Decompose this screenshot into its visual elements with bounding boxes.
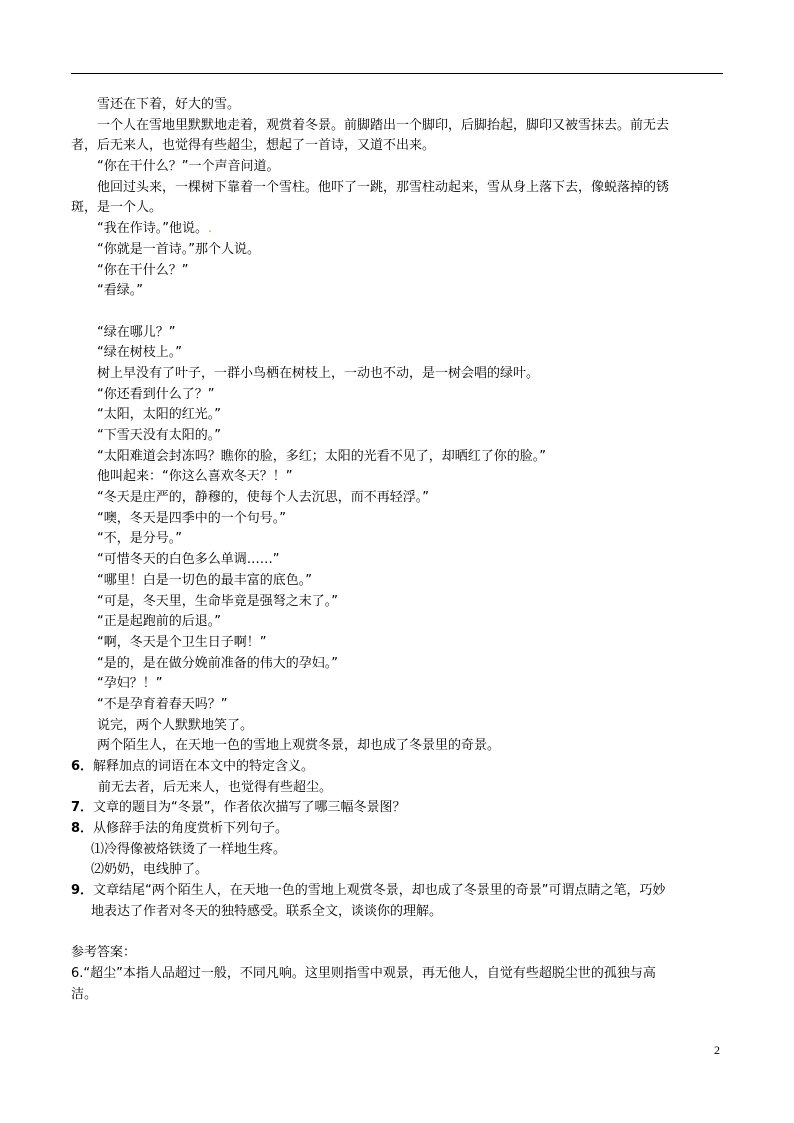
paragraph-line: “下雪天没有太阳的。” [97,428,221,443]
answer-6-line-1: 6.“超尘”本指人品超过一般，不同凡响。这里则指雪中观景，再无他人，自觉有些超脱尘世的孤独与高 [71,965,656,981]
answer-6-line-2: 洁。 [71,986,98,1002]
paragraph-line: 树上早没有了叶子，一群小鸟栖在树枝上，一动也不动，是一树会唱的绿叶。 [97,365,540,381]
paragraph-line: 两个陌生人，在天地一色的雪地上观赏冬景，却也成了冬景里的奇景。 [97,738,501,754]
paragraph-line: “孕妇？！” [97,676,163,692]
paragraph-line: 一个人在雪地里默默地走着，观赏着冬景。前脚踏出一个脚印，后脚抬起，脚印又被雪抹去。前无去 [97,117,670,133]
paragraph-line: “正是起跑前的后退。” [97,614,221,630]
paragraph-line: “绿在树枝上。” [97,345,182,361]
question-text: 解释加点的词语在本文中的特定含义。 [93,759,315,774]
question-7 [71,798,723,819]
header-rule [71,73,723,74]
paragraph-line: “绿在哪儿？” [97,324,176,340]
question-text: 文章结尾“两个陌生人，在天地一色的雪地上观赏冬景，却也成了冬景里的奇景”可谓点睛之笔，巧妙 [93,883,666,899]
paragraph-line: “太阳难道会封冻吗？瞧你的脸，多红；太阳的光看不见了，却晒红了你的脸。” [97,448,546,464]
question-8-item-1: ⑴冷得像被烙铁烫了一样地生疼。 [91,841,287,857]
passage-body [71,95,723,1005]
paragraph-line: “冬天是庄严的，静穆的，使每个人去沉思，而不再轻浮。” [97,490,429,506]
paragraph-line: “可是，冬天里，生命毕竟是强弩之末了。” [97,593,338,609]
paragraph-line: “噢，冬天是四季中的一个句号。” [97,510,286,526]
paragraph-text: “我在作诗。”他说。 [97,221,208,237]
paragraph-line: “太阳，太阳的红光。” [97,407,221,423]
question-6 [71,757,723,778]
question-number: 7． [71,800,94,816]
paragraph-line: “你在干什么？”一个声音问道。 [97,159,280,175]
question-number: 9． [71,883,94,899]
blank-line [71,923,723,944]
question-number: 6． [71,759,94,774]
paragraph-line: “你还看到什么了？” [97,386,215,402]
paragraph-line: “不是孕育着春天吗？” [97,696,228,712]
paragraph-line: 雪还在下着，好大的雪。 [97,97,241,112]
question-8-item-2: ⑵奶奶，电线肿了。 [91,862,209,878]
blank-line [71,302,723,323]
paragraph-line: 他叫起来：“你这么喜欢冬天？！” [97,469,293,485]
question-text: 文章的题目为“冬景”，作者依次描写了哪三幅冬景图？ [93,800,406,816]
paragraph-line: “看绿。” [97,283,143,299]
answers-heading: 参考答案： [71,945,137,961]
stray-mark: . [207,221,213,237]
paragraph-line: “可惜冬天的白色多么单调……” [97,552,280,568]
page-number: 2 [714,1043,720,1057]
paragraph-line: 他回过头来，一棵树下靠着一个雪柱。他吓了一跳，那雪柱动起来，雪从身上落下去，像蜕落掉的锈 [97,179,670,195]
question-text: 从修辞手法的角度赏析下列句子。 [93,821,289,837]
paragraph-line [71,219,723,240]
question-8 [71,819,723,840]
question-number: 8． [71,821,94,837]
paragraph-line: “不，是分号。” [97,531,182,547]
question-9 [71,881,723,902]
paragraph-line: “哪里！白是一切色的最丰富的底色。” [97,572,312,588]
question-9-cont: 地表达了作者对冬天的独特感受。联系全文，谈谈你的理解。 [91,903,443,919]
paragraph-line: “你在干什么？” [97,262,189,278]
paragraph-line: “啊，冬天是个卫生日子啊！” [97,634,267,650]
paragraph-line: 者，后无来人，也觉得有些超尘，想起了一首诗，又道不出来。 [71,138,436,154]
paragraph-line: “是的，是在做分娩前准备的伟大的孕妇。” [97,655,338,671]
question-6-quote: 前无去者，后无来人，也觉得有些超尘。 [98,779,333,795]
paragraph-line: “你就是一首诗。”那个人说。 [97,241,260,257]
paragraph-line: 斑，是一个人。 [71,200,163,216]
paragraph-line: 说完，两个人默默地笑了。 [97,717,254,733]
